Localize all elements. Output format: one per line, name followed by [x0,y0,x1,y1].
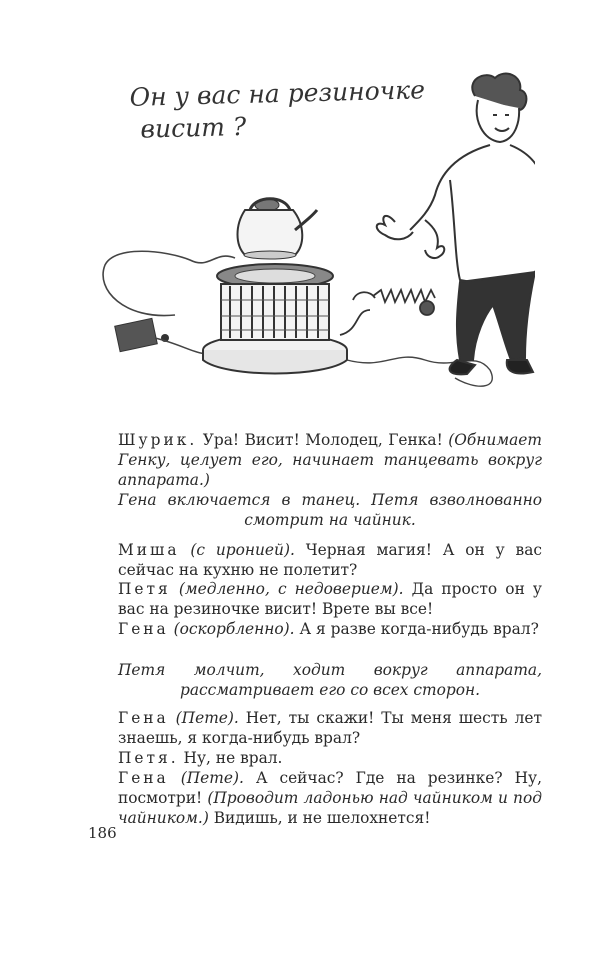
kettle-icon [238,199,318,259]
dialogue-paragraph [118,579,542,619]
speaker-name: Шурик. [118,431,198,449]
caption-line-2: висит ? [140,111,247,144]
illustration-caption [129,74,431,146]
dialogue-paragraph [118,540,542,580]
remark-text: Петя молчит, ходит вокруг аппарата, рассматривает его со всех сторон. [118,661,542,699]
dialogue-paragraph [118,708,542,748]
dialogue-paragraph [118,768,542,828]
page-number: 186 [88,824,117,842]
coil-apparatus [217,264,333,340]
speech-text: Ура! Висит! Молодец, Генка! [197,431,449,449]
speech-text: Видишь, и не шелохнется! [208,809,431,827]
stage-direction: (с иронией). [179,541,295,559]
spring-gadget [340,290,435,335]
dialogue-paragraph [118,430,542,490]
electric-cord [103,251,235,315]
stage-direction: (Обнимает Генку, целует его, начинает танцевать вокруг аппарата.) [118,431,542,489]
speech-text: Нет, ты скажи! Ты меня шесть лет знаешь, я когда-нибудь врал? [118,709,542,747]
speaker-name: Петя. [118,749,179,767]
speaker-name: Гена [118,620,169,638]
speech-text: А сейчас? Где на резинке? Ну, посмотри! [118,769,542,807]
stage-direction: (медленно, с недоверием). [170,580,404,598]
speaker-name: Гена [118,709,169,727]
stage-direction: (оскорбленно). [168,620,295,638]
speaker-name: Миша [118,541,180,559]
dialogue-paragraph [118,748,542,768]
plug-icon [115,318,169,351]
speech-text: Да просто он у вас на резиночке висит! Врете вы все! [118,580,542,618]
stage-remark [118,490,542,530]
stage-direction: (Пете). [168,769,244,787]
speech-text: Черная магия! А он у вас сейчас на кухню не полетит? [118,541,542,579]
stage-direction: (Проводит ладонью над чайником и под чайником.) [118,789,542,827]
speaker-name: Гена [118,769,169,787]
speech-text: А я разве когда-нибудь врал? [294,620,539,638]
caption-line-1: Он у вас на резиночке [129,75,426,112]
speech-text: Ну, не врал. [178,749,283,767]
stage-direction: (Пете). [168,709,239,727]
stage-remark [118,660,542,700]
dialogue-paragraph [118,619,542,639]
speaker-name: Петя [118,580,171,598]
remark-text: Гена включается в танец. Петя взволнованно смотрит на чайник. [118,491,542,529]
